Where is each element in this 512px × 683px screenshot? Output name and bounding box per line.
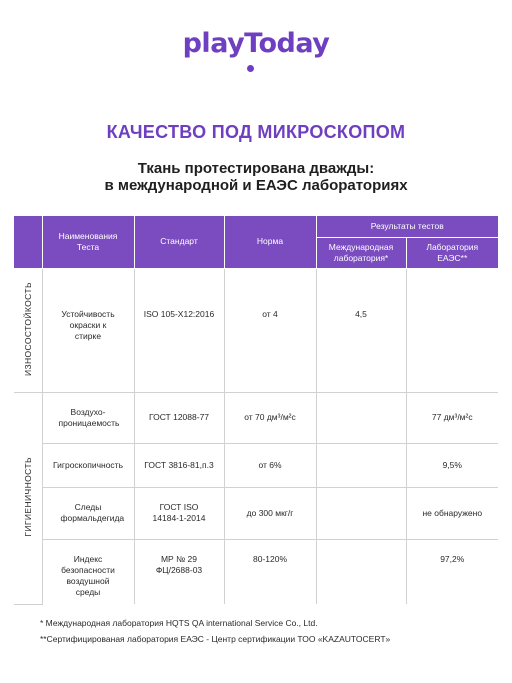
header-standard: Стандарт bbox=[134, 216, 224, 268]
cell-test-name: Устойчивость окраски к стирке bbox=[42, 268, 134, 392]
cell-intl-result: 4,5 bbox=[316, 268, 406, 392]
cell-eaeu-result: не обнаружено bbox=[406, 487, 498, 539]
test-results-table bbox=[14, 216, 498, 605]
footnote-eaeu-lab: **Сертифицированая лаборатория ЕАЭС - Центр сертификации ТОО «KAZAUTOCERT» bbox=[40, 634, 391, 644]
cell-eaeu-result: 97,2% bbox=[440, 553, 465, 564]
cell-norm: от 6% bbox=[224, 443, 316, 487]
cell-norm: от 70 дм³/м²с bbox=[224, 392, 316, 443]
cell-test-name: Гигроскопичность bbox=[42, 443, 134, 487]
logo-dot bbox=[247, 65, 254, 72]
cell-standard: ГОСТ ISO 14184-1-2014 bbox=[134, 487, 224, 539]
cell-test-name: Индекс безопасности воздушной среды bbox=[42, 539, 134, 604]
cell-eaeu-result: 9,5% bbox=[406, 443, 498, 487]
cell-test-name: Воздухо-проницаемость bbox=[42, 392, 134, 443]
header-eaeu-lab: Лаборатория ЕАЭС** bbox=[406, 237, 498, 268]
subtitle-line-1: Ткань протестирована дважды: bbox=[137, 160, 375, 177]
cell-standard: ГОСТ 12088-77 bbox=[134, 392, 224, 443]
cell-test-name: Следы формальдегида bbox=[42, 487, 134, 539]
cell-intl-result bbox=[316, 539, 406, 604]
table-row bbox=[14, 443, 498, 487]
brand-logo: playToday bbox=[182, 28, 330, 59]
cell-eaeu-result bbox=[406, 268, 498, 392]
page-title: КАЧЕСТВО ПОД МИКРОСКОПОМ bbox=[106, 122, 406, 142]
subtitle-line-2: в международной и ЕАЭС лабораториях bbox=[104, 177, 408, 194]
page-subtitle bbox=[0, 160, 512, 194]
table-row bbox=[14, 268, 498, 392]
cell-norm: 80-120% bbox=[224, 539, 316, 604]
group-wear: ИЗНОСОСТОЙКОСТЬ bbox=[14, 268, 42, 392]
cell-standard: ГОСТ 3816-81,п.3 bbox=[134, 443, 224, 487]
cell-norm: до 300 мкг/г bbox=[224, 487, 316, 539]
cell-intl-result bbox=[316, 443, 406, 487]
table-row bbox=[14, 539, 498, 604]
table-row bbox=[14, 392, 498, 443]
group-hygiene: ГИГИЕНИЧНОСТЬ bbox=[14, 392, 42, 604]
table-row bbox=[14, 487, 498, 539]
cell-eaeu-result: 77 дм³/м²с bbox=[406, 392, 498, 443]
header-test-name: Наименования Теста bbox=[42, 216, 134, 268]
header-results: Результаты тестов bbox=[316, 216, 498, 237]
cell-intl-result bbox=[316, 487, 406, 539]
cell-intl-result bbox=[316, 392, 406, 443]
cell-standard: МР № 29 ФЦ/2688-03 bbox=[134, 539, 224, 604]
cell-standard: ISO 105-X12:2016 bbox=[134, 268, 224, 392]
cell-norm: от 4 bbox=[224, 268, 316, 392]
header-corner bbox=[14, 216, 42, 268]
footnote-intl-lab: * Международная лаборатория HQTS QA international Service Co., Ltd. bbox=[40, 618, 318, 628]
header-intl-lab: Международная лаборатория* bbox=[316, 237, 406, 268]
header-norm: Норма bbox=[224, 216, 316, 268]
